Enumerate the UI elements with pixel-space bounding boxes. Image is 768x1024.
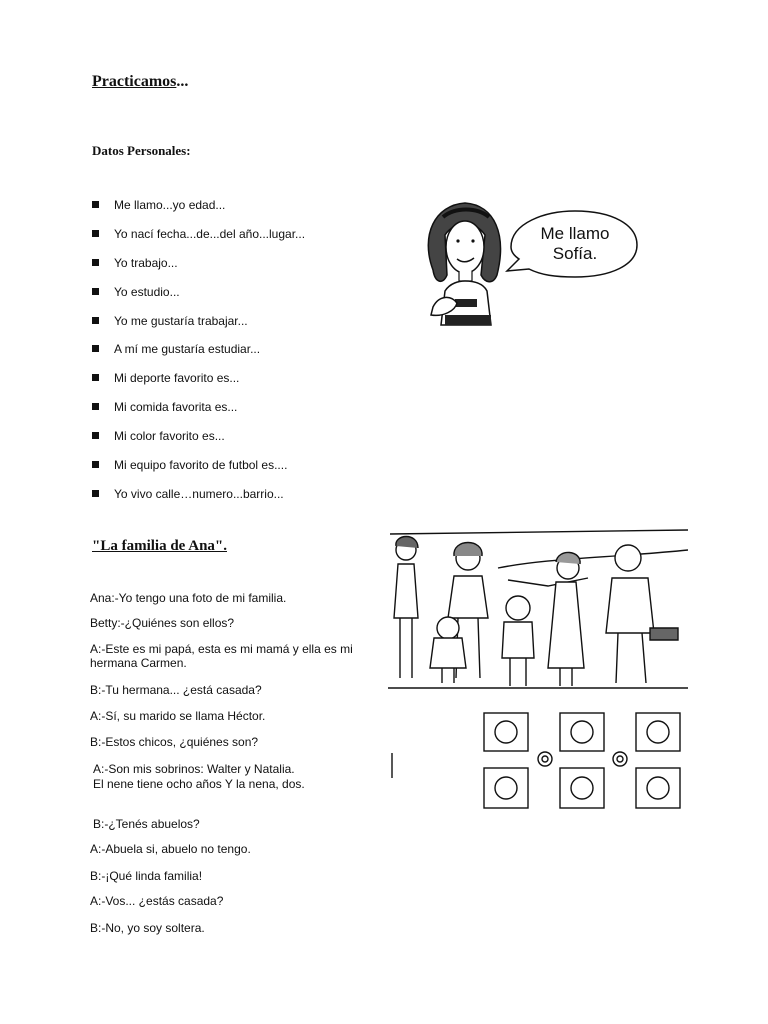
dialog-line: A:-Abuela si, abuelo no tengo. [90, 842, 251, 856]
speech-bubble-line2: Sofía. [552, 244, 598, 263]
sofia-illustration [415, 195, 655, 330]
dialog-line: A:-Este es mi papá, esta es mi mamá y ella es mi hermana Carmen. [90, 642, 353, 670]
square-bullet-icon [92, 317, 99, 324]
dialog-line: Ana:-Yo tengo una foto de mi familia. [90, 591, 287, 605]
list-item: Mi deporte favorito es... [92, 371, 305, 400]
square-bullet-icon [92, 230, 99, 237]
dialog-line: B:-No, yo soy soltera. [90, 921, 205, 935]
square-bullet-icon [92, 288, 99, 295]
list-item: Mi equipo favorito de futbol es.... [92, 458, 305, 487]
square-bullet-icon [92, 201, 99, 208]
dialog-line: Betty:-¿Quiénes son ellos? [90, 616, 235, 630]
square-bullet-icon [92, 374, 99, 381]
list-item: Yo estudio... [92, 285, 305, 314]
square-bullet-icon [92, 259, 99, 266]
section-heading: Datos Personales: [92, 143, 191, 158]
dialog-line: B:-¡Qué linda familia! [90, 869, 203, 883]
dialog-line: B:-Estos chicos, ¿quiénes son? [90, 735, 259, 749]
list-item: Mi color favorito es... [92, 429, 305, 458]
dialog-line: El nene tiene ocho años Y la nena, dos. [93, 777, 305, 791]
personal-data-list [92, 198, 305, 516]
dialog-line: A:-Vos... ¿estás casada? [90, 894, 224, 908]
title-ellipsis: ... [176, 73, 189, 90]
dialog-line: B:-Tu hermana... ¿está casada? [90, 683, 262, 697]
list-item: Yo vivo calle…numero...barrio... [92, 487, 305, 516]
square-bullet-icon [92, 461, 99, 468]
dialog-line: B:-¿Tenés abuelos? [93, 817, 200, 831]
list-item: Mi comida favorita es... [92, 400, 305, 429]
dialog-line: A:-Son mis sobrinos: Walter y Natalia. [93, 762, 295, 776]
list-item: Me llamo...yo edad... [92, 198, 305, 227]
square-bullet-icon [92, 345, 99, 352]
page-title [92, 73, 188, 91]
list-item: Yo me gustaría trabajar... [92, 314, 305, 343]
family-illustration [388, 528, 688, 813]
square-bullet-icon [92, 432, 99, 439]
speech-bubble-line1: Me llamo [540, 224, 610, 243]
list-item: A mí me gustaría estudiar... [92, 342, 305, 371]
square-bullet-icon [92, 490, 99, 497]
title-text: Practicamos [92, 73, 177, 90]
family-section-title: "La familia de Ana". [92, 538, 227, 554]
dialog-line: A:-Sí, su marido se llama Héctor. [90, 709, 266, 723]
square-bullet-icon [92, 403, 99, 410]
list-item: Yo nací fecha...de...del año...lugar... [92, 227, 305, 256]
list-item: Yo trabajo... [92, 256, 305, 285]
